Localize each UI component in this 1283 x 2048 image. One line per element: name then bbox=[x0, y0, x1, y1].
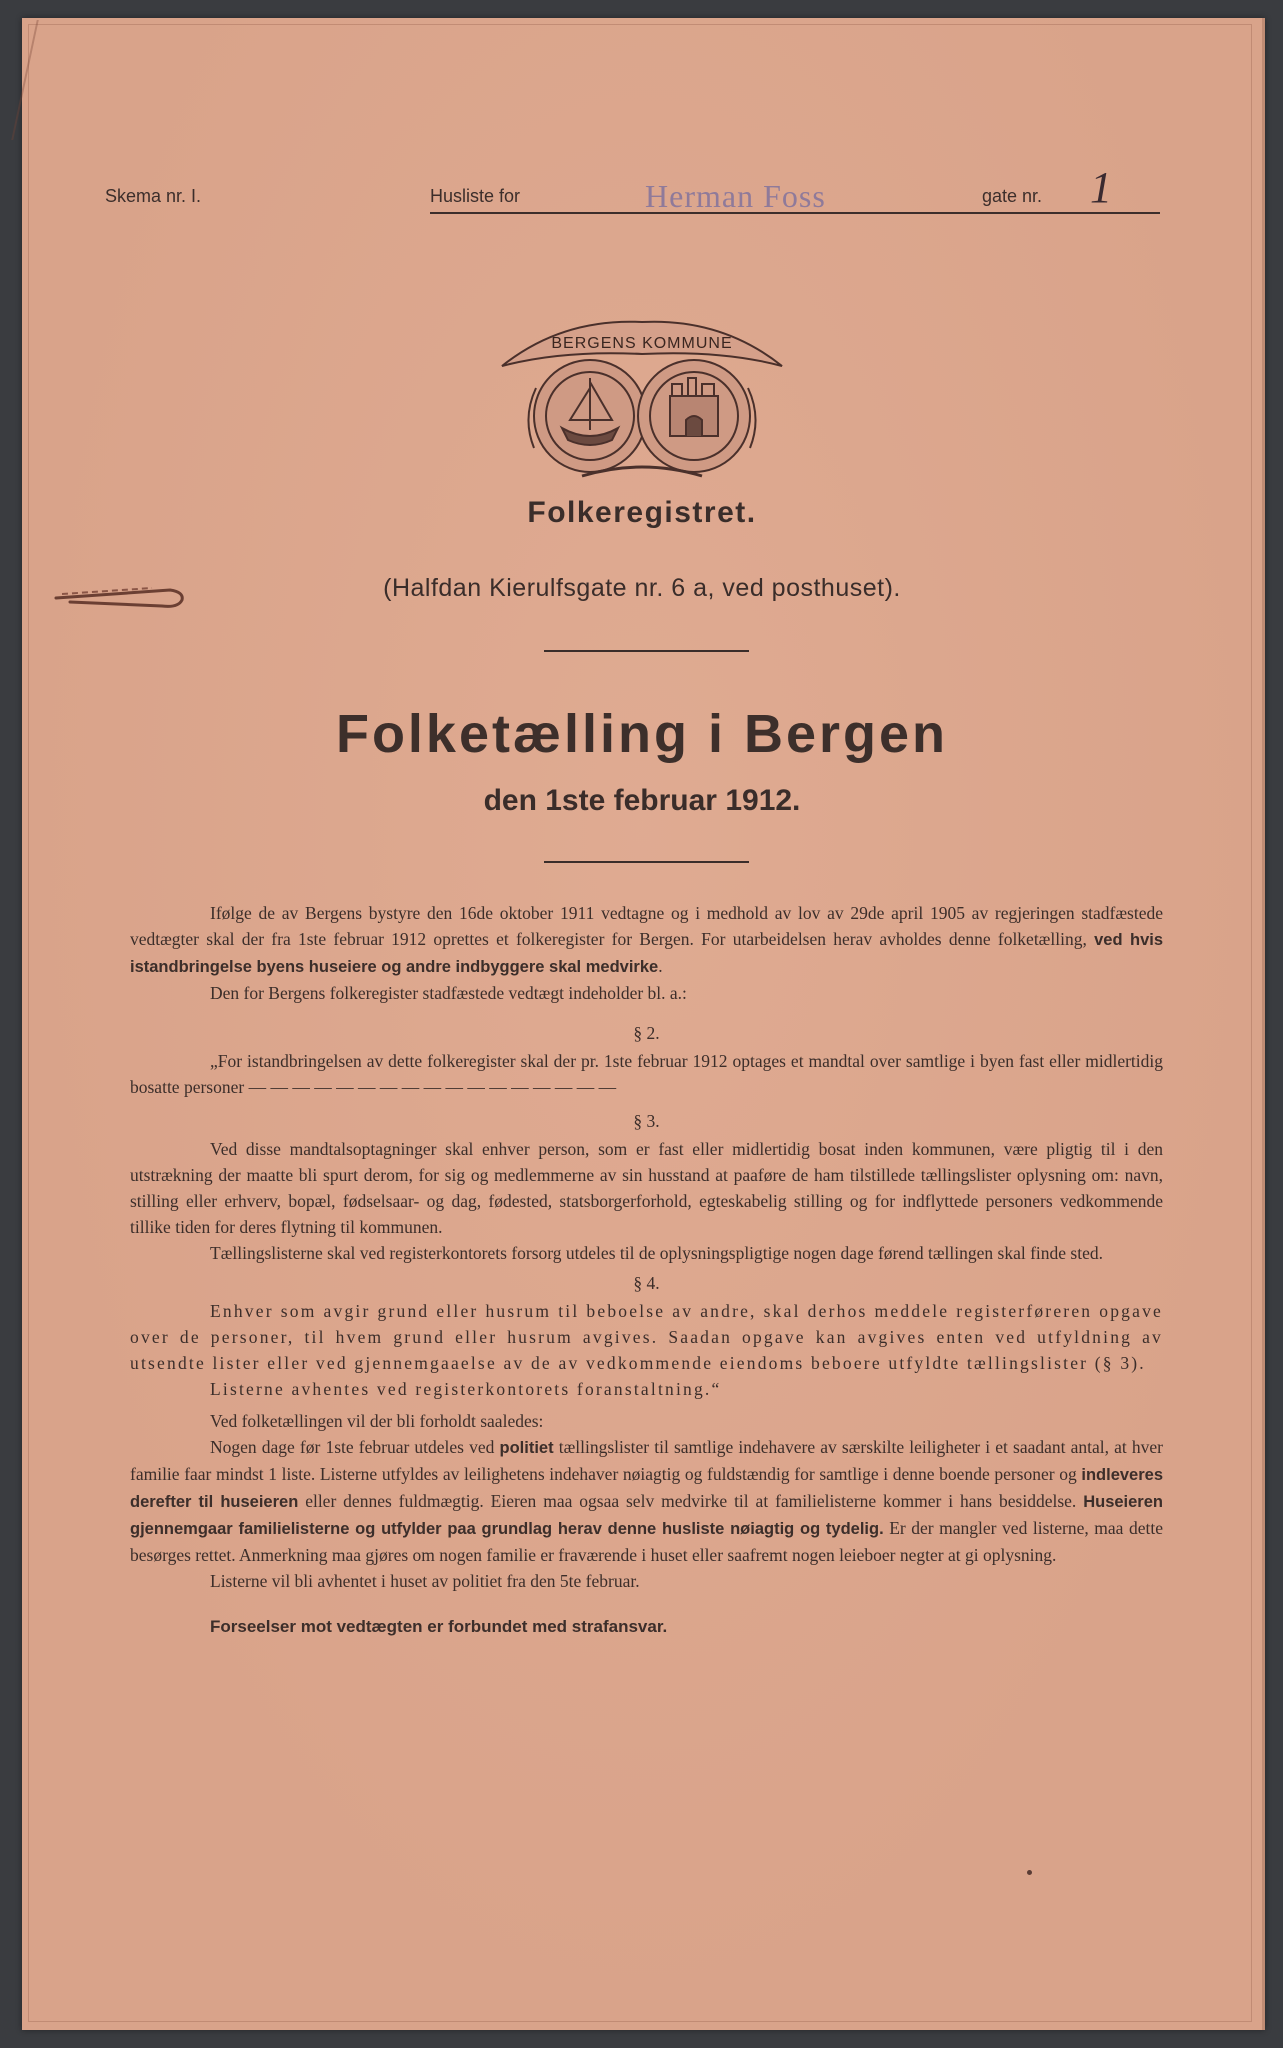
divider-top bbox=[544, 650, 749, 652]
procedure-text-g: Er der mangler ved listerne, maa dette besørges rettet. Anmerkning maa gjøres om nogen familie er fraværende i huset eller saafremt nogen leieboer negter at gi oplysning. bbox=[130, 1518, 1163, 1565]
seal-text: BERGENS KOMMUNE bbox=[551, 335, 733, 352]
page-date: den 1ste februar 1912. bbox=[483, 784, 801, 817]
street-number-handwritten: 1 bbox=[1090, 163, 1112, 212]
intro-paragraph bbox=[130, 900, 1163, 980]
intro-text: Ifølge de av Bergens bystyre den 16de oktober 1911 vedtagne og i medhold av lov av 29de april 1905 av regjeringen stadfæstede vedtægter skal der fra 1ste februar 1912 oprettes et folkeregister for Bergen. For utarbeidelsen herav avholdes denne folketælling, bbox=[130, 903, 1163, 949]
form-header bbox=[22, 163, 1262, 220]
bergens-kommune-seal bbox=[482, 308, 802, 488]
ink-dot bbox=[1027, 1870, 1032, 1875]
section-4-heading: § 4. bbox=[633, 1273, 660, 1293]
penalty-notice: Forseelser mot vedtægten er forbundet med strafansvar. bbox=[210, 1617, 668, 1636]
procedure-text-c: tællingslister til samtlige indehavere av særskilte leiligheter i et saadant antal, at hver familie faar mindst 1 liste. Listerne utfyldes av leilighetens indehaver nøiagtig og fuldstændig for samtlige i denne boende personer og bbox=[130, 1437, 1163, 1484]
procedure-intro: Ved folketællingen vil der bli forholdt saaledes: bbox=[210, 1411, 544, 1431]
procedure-paragraph bbox=[130, 1434, 1163, 1568]
section-3-heading: § 3. bbox=[633, 1111, 660, 1131]
census-form-sheet bbox=[22, 18, 1265, 2030]
seal-icon bbox=[482, 308, 802, 488]
procedure-bold-police: politiet bbox=[499, 1439, 554, 1457]
section-2-heading: § 2. bbox=[633, 1023, 660, 1043]
bylaw-intro: Den for Bergens folkeregister stadfæstede vedtægt indeholder bl. a.: bbox=[210, 983, 687, 1003]
divider-bottom bbox=[544, 861, 749, 863]
section-2-text: „For istandbringelsen av dette folkeregister skal der pr. 1ste februar 1912 optages et mandtal over samtlige i byen fast eller midlertidig bosatte personer — — — — — — — — — — — — — — — — — bbox=[130, 1051, 1163, 1097]
registry-address: (Halfdan Kierulfsgate nr. 6 a, ved posthuset). bbox=[383, 574, 901, 602]
house-list-label: Husliste for bbox=[430, 186, 521, 206]
section-3-text-1: Ved disse mandtalsoptagninger skal enhver person, som er fast eller midlertidig bosat inden kommunen, være pligtig til i den utstrækning der maatte bli spurt derom, for sig og medlemmerne av sin husstand at paaføre de ham tilstillede tællingslister oplysning om: navn, stilling eller erhverv, bopæl, fødselsaar- og dag, fødested, statsborgerforhold, egteskabelig stilling og for indflyttede personers vedkommende tillike tiden for deres flytning til kommunen. bbox=[130, 1139, 1163, 1237]
page-title: Folketælling i Bergen bbox=[335, 704, 949, 764]
house-list-field bbox=[430, 163, 1160, 214]
section-3-text-2: Tællingslisterne skal ved registerkontorets forsorg utdeles til de oplysningspligtige nogen dage førend tællingen skal finde sted. bbox=[210, 1243, 1103, 1263]
procedure-bold-deliver: indleveres derefter til huseieren bbox=[130, 1466, 1164, 1511]
street-name-stamp: Herman Foss bbox=[645, 178, 826, 214]
procedure-text-e: eller dennes fuldmægtig. Eieren maa ogsaa selv medvirke til at familielisterne kommer i hans besiddelse. bbox=[305, 1491, 1077, 1511]
street-number-label: gate nr. bbox=[982, 186, 1043, 206]
section-4-text-1: Enhver som avgir grund eller husrum til beboelse av andre, skal derhos meddele registerføreren opgave over de personer, til hvem grund eller husrum avgives. Saadan opgave kan avgives enten ved utfyldning av utsendte lister eller ved gjennemgaaelse av de av vedkommende eiendoms beboere utfyldte tællingslister (§ 3). bbox=[130, 1301, 1163, 1373]
intro-end: . bbox=[658, 956, 663, 976]
regulations-text bbox=[130, 900, 1163, 1640]
procedure-bold-owner: Huseieren gjennemgaar familielisterne og utfylder paa grundlag herav denne husliste nøiagtig og tydelig. bbox=[130, 1493, 1163, 1538]
procedure-text-a: Nogen dage før 1ste februar utdeles ved bbox=[210, 1437, 495, 1457]
schema-number: Skema nr. I. bbox=[105, 186, 202, 206]
intro-bold-text: ved hvis istandbringelse byens huseiere og andre indbyggere skal medvirke bbox=[130, 931, 1164, 976]
registry-title: Folkeregistret. bbox=[527, 496, 757, 529]
collection-note: Listerne vil bli avhentet i huset av politiet fra den 5te februar. bbox=[210, 1571, 640, 1591]
section-4-text-2: Listerne avhentes ved registerkontorets foranstaltning.“ bbox=[210, 1379, 722, 1399]
